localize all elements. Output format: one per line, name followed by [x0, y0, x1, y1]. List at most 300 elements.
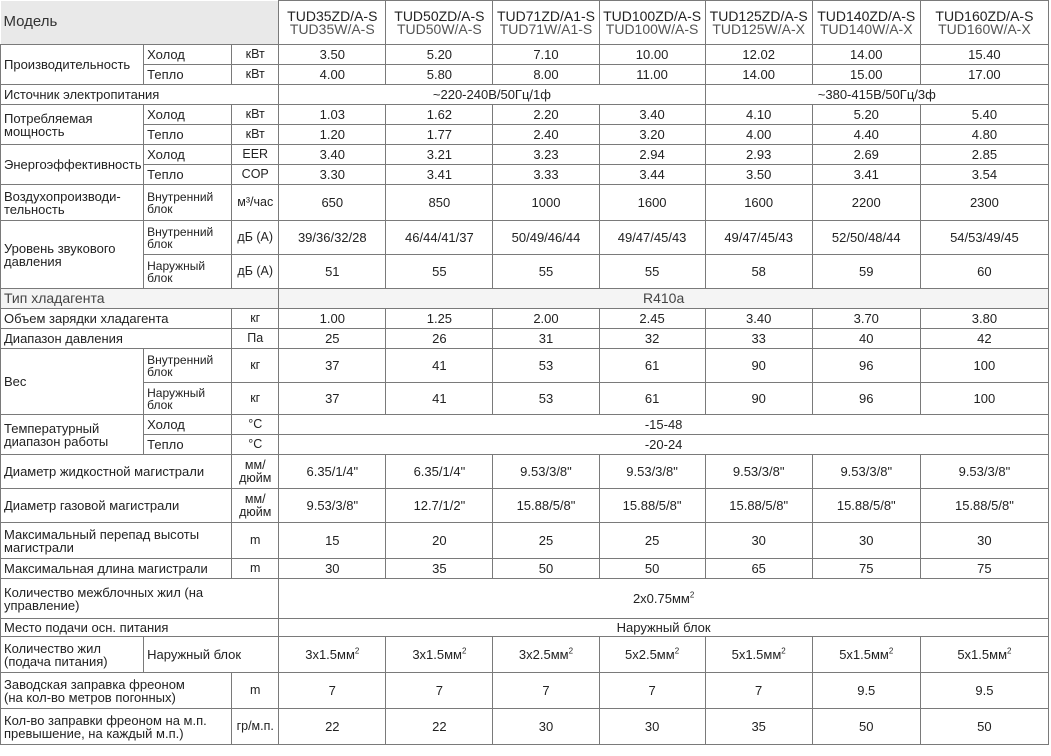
- value-cell: 37: [279, 349, 386, 383]
- value-cell: 7.10: [493, 45, 599, 65]
- unit-label: °С: [232, 415, 279, 435]
- capacity-label: Производительность: [1, 45, 144, 85]
- model-outdoor: TUD160W/A-X: [938, 20, 1031, 37]
- value-cell: 59: [812, 255, 920, 289]
- wires-label: [1, 579, 279, 619]
- weight-out-row: [1, 383, 1049, 415]
- value-cell: 9.53/3/8": [279, 489, 386, 523]
- power-1ph: ~220-240В/50Гц/1ф: [279, 85, 705, 105]
- indoor-unit-label: [144, 221, 232, 255]
- value-cell: 15.40: [920, 45, 1048, 65]
- unit-label: m: [232, 559, 279, 579]
- value-cell: 3.30: [279, 165, 386, 185]
- value-cell: 35: [705, 709, 812, 745]
- value-text: 5x1.5мм: [957, 647, 1008, 662]
- model-indoor: TUD160ZD/A-S: [935, 7, 1034, 24]
- unit-inch: дюйм: [239, 470, 272, 485]
- value-cell: 2.45: [599, 309, 705, 329]
- value-cell: 6.35/1/4": [386, 455, 493, 489]
- factory-label-2: (на кол-во метров погонных): [4, 689, 176, 705]
- value-cell: 55: [493, 255, 599, 289]
- value-cell: 30: [920, 523, 1048, 559]
- model-indoor: TUD100ZD/A-S: [603, 7, 702, 24]
- value-cell: 7: [386, 673, 493, 709]
- liquid-row: [1, 455, 1049, 489]
- value-cell: 3.33: [493, 165, 599, 185]
- charge-row: [1, 309, 1049, 329]
- value-cell: 3.80: [920, 309, 1048, 329]
- value-cell: 50: [599, 559, 705, 579]
- noise-out-row: [1, 255, 1049, 289]
- value-cell: 26: [386, 329, 493, 349]
- value-cell: [812, 637, 920, 673]
- value-cell: 3.41: [812, 165, 920, 185]
- value-cell: 49/47/45/43: [705, 221, 812, 255]
- value-cell: 25: [599, 523, 705, 559]
- value-cell: 5.40: [920, 105, 1048, 125]
- value-cell: 30: [812, 523, 920, 559]
- outdoor-unit-label: [144, 383, 232, 415]
- unit-label: кВт: [232, 105, 279, 125]
- value-text: 5x1.5мм: [839, 647, 889, 662]
- temp-label-1: Температурный: [4, 420, 100, 436]
- value-cell: 50: [920, 709, 1048, 745]
- value-cell: 3.44: [599, 165, 705, 185]
- value-cell: 46/44/41/37: [386, 221, 493, 255]
- liquid-pipe-label: Диаметр жидкостной магистрали: [1, 455, 232, 489]
- model-col-3: [493, 1, 599, 45]
- extra-label-1: Кол-во заправки фреоном на м.п.: [4, 712, 207, 728]
- value-cell: 1.77: [386, 125, 493, 145]
- value-cell: 3.54: [920, 165, 1048, 185]
- indoor-unit-label: [144, 185, 232, 221]
- model-indoor: TUD50ZD/A-S: [394, 7, 485, 24]
- gas-row: [1, 489, 1049, 523]
- unit-mm: мм/: [244, 457, 266, 472]
- value-cell: 75: [812, 559, 920, 579]
- model-outdoor: TUD35W/A-S: [289, 20, 375, 37]
- unit-label: дБ (А): [232, 221, 279, 255]
- power-wires-row: [1, 637, 1049, 673]
- superscript: 2: [568, 646, 574, 656]
- value-cell: 31: [493, 329, 599, 349]
- length-row: [1, 559, 1049, 579]
- value-cell: 39/36/32/28: [279, 221, 386, 255]
- value-cell: 3.50: [279, 45, 386, 65]
- value-cell: 3.40: [705, 309, 812, 329]
- supply-place-label: Место подачи осн. питания: [1, 619, 279, 637]
- superscript: 2: [1007, 646, 1012, 656]
- extra-label-2: превышение, на каждый м.п.): [4, 725, 184, 741]
- value-cell: 6.35/1/4": [279, 455, 386, 489]
- unit-label: кг: [232, 349, 279, 383]
- wires-row: [1, 579, 1049, 619]
- value-cell: 1.00: [279, 309, 386, 329]
- power-wires-label-1: Количество жил: [4, 640, 101, 656]
- value-cell: 14.00: [705, 65, 812, 85]
- value-cell: 3.41: [386, 165, 493, 185]
- value-cell: 52/50/48/44: [812, 221, 920, 255]
- value-cell: 30: [599, 709, 705, 745]
- refrigerant-type-value: R410a: [279, 289, 1049, 309]
- value-cell: 22: [279, 709, 386, 745]
- superscript: 2: [354, 646, 360, 656]
- unit-label: Па: [232, 329, 279, 349]
- value-cell: [386, 637, 493, 673]
- unit-label: кг: [232, 309, 279, 329]
- value-cell: 2.93: [705, 145, 812, 165]
- mode-label: Тепло: [144, 65, 232, 85]
- unit-label: [232, 455, 279, 489]
- model-outdoor: TUD125W/A-X: [712, 20, 805, 37]
- value-cell: 42: [920, 329, 1048, 349]
- refrigerant-row: [1, 289, 1049, 309]
- indoor-unit-label-1: Внутренний: [147, 224, 214, 239]
- outdoor-unit-label-2: блок: [147, 397, 173, 412]
- value-cell: 4.80: [920, 125, 1048, 145]
- model-label: Модель: [3, 12, 58, 30]
- value-cell: 5.20: [812, 105, 920, 125]
- model-outdoor: TUD50W/A-S: [396, 20, 482, 37]
- value-cell: 1000: [493, 185, 599, 221]
- value-cell: 96: [812, 383, 920, 415]
- value-cell: 54/53/49/45: [920, 221, 1048, 255]
- value-text: 3x1.5мм: [305, 647, 355, 662]
- value-cell: 2.40: [493, 125, 599, 145]
- superscript: 2: [462, 646, 467, 656]
- value-cell: [705, 637, 812, 673]
- airflow-label: [1, 185, 144, 221]
- value-cell: 50: [812, 709, 920, 745]
- mode-label: Холод: [144, 105, 232, 125]
- noise-label-2: давления: [4, 253, 62, 269]
- value-cell: 5.20: [386, 45, 493, 65]
- eer-row: [1, 145, 1049, 165]
- model-col-5: [705, 1, 812, 45]
- unit-label: [232, 489, 279, 523]
- value-cell: 4.10: [705, 105, 812, 125]
- power-source-label: Источник электропитания: [1, 85, 279, 105]
- value-cell: 3.21: [386, 145, 493, 165]
- value-text: 5x1.5мм: [731, 647, 782, 662]
- unit-label: EER: [232, 145, 279, 165]
- value-cell: 12.7/1/2": [386, 489, 493, 523]
- unit-inch: дюйм: [239, 504, 272, 519]
- outdoor-unit-label: Наружный блок: [144, 637, 279, 673]
- value-cell: 14.00: [812, 45, 920, 65]
- value-cell: 60: [920, 255, 1048, 289]
- value-cell: 1.03: [279, 105, 386, 125]
- value-cell: 4.00: [279, 65, 386, 85]
- value-cell: 4.40: [812, 125, 920, 145]
- consumption-label-1: Потребляемая: [4, 110, 93, 126]
- value-cell: 9.53/3/8": [599, 455, 705, 489]
- value-cell: 2.69: [812, 145, 920, 165]
- value-cell: 1.25: [386, 309, 493, 329]
- value-cell: 35: [386, 559, 493, 579]
- value-cell: 1.20: [279, 125, 386, 145]
- value-cell: 1600: [705, 185, 812, 221]
- value-cell: 100: [920, 383, 1048, 415]
- power-wires-label: [1, 637, 144, 673]
- value-cell: 55: [386, 255, 493, 289]
- superscript: 2: [689, 590, 695, 600]
- value-cell: 3.70: [812, 309, 920, 329]
- indoor-unit-label-2: блок: [147, 236, 173, 251]
- noise-in-row: [1, 221, 1049, 255]
- factory-row: [1, 673, 1049, 709]
- value-cell: 65: [705, 559, 812, 579]
- value-cell: 58: [705, 255, 812, 289]
- value-cell: 12.02: [705, 45, 812, 65]
- power-source-row: [1, 85, 1049, 105]
- value-cell: 15.88/5/8": [599, 489, 705, 523]
- value-cell: 850: [386, 185, 493, 221]
- unit-label: дБ (А): [232, 255, 279, 289]
- unit-label: кВт: [232, 65, 279, 85]
- model-outdoor: TUD140W/A-X: [819, 20, 913, 37]
- unit-label: кВт: [232, 45, 279, 65]
- value-cell: 10.00: [599, 45, 705, 65]
- model-col-1: [279, 1, 386, 45]
- unit-label: м³/час: [232, 185, 279, 221]
- wires-label-1: Количество межблочных жил (на: [4, 584, 204, 600]
- value-cell: 30: [279, 559, 386, 579]
- value-cell: 15.88/5/8": [812, 489, 920, 523]
- value-cell: 41: [386, 349, 493, 383]
- noise-label: [1, 221, 144, 289]
- value-cell: 15: [279, 523, 386, 559]
- value-cell: 25: [493, 523, 599, 559]
- value-cell: [279, 637, 386, 673]
- value-cell: 75: [920, 559, 1048, 579]
- model-indoor: TUD71ZD/A1-S: [496, 7, 595, 24]
- temp-cold-row: [1, 415, 1049, 435]
- model-outdoor: TUD100W/A-S: [605, 20, 699, 37]
- superscript: 2: [781, 646, 786, 656]
- cons-heat-row: [1, 125, 1049, 145]
- factory-label-1: Заводская заправка фреоном: [4, 676, 185, 692]
- value-cell: 2200: [812, 185, 920, 221]
- temp-label-2: диапазон работы: [4, 433, 109, 449]
- value-cell: 9.53/3/8": [920, 455, 1048, 489]
- value-cell: 5.80: [386, 65, 493, 85]
- value-cell: 96: [812, 349, 920, 383]
- consumption-label-2: мощность: [4, 123, 65, 139]
- value-cell: 17.00: [920, 65, 1048, 85]
- charge-label: Объем зарядки хладагента: [1, 309, 232, 329]
- airflow-row: [1, 185, 1049, 221]
- value-cell: 2.85: [920, 145, 1048, 165]
- value-cell: 9.53/3/8": [705, 455, 812, 489]
- value-cell: 650: [279, 185, 386, 221]
- value-cell: 2.00: [493, 309, 599, 329]
- outdoor-unit-label-1: Наружный: [147, 258, 206, 273]
- value-cell: 55: [599, 255, 705, 289]
- value-cell: 40: [812, 329, 920, 349]
- model-col-2: [386, 1, 493, 45]
- wires-label-2: управление): [4, 597, 80, 613]
- wires-value: [279, 579, 1049, 619]
- pressure-label: Диапазон давления: [1, 329, 232, 349]
- pressure-row: [1, 329, 1049, 349]
- mode-label: Тепло: [144, 165, 232, 185]
- value-cell: 3.20: [599, 125, 705, 145]
- length-label: Максимальная длина магистрали: [1, 559, 232, 579]
- noise-label-1: Уровень звукового: [4, 240, 116, 256]
- value-cell: 3.40: [279, 145, 386, 165]
- value-cell: 61: [599, 383, 705, 415]
- value-text: 5x2.5мм: [625, 647, 675, 662]
- factory-label: [1, 673, 232, 709]
- mode-label: Холод: [144, 45, 232, 65]
- value-cell: 90: [705, 383, 812, 415]
- temp-heat-row: [1, 435, 1049, 455]
- value-cell: [493, 637, 599, 673]
- value-cell: 15.88/5/8": [493, 489, 599, 523]
- model-outdoor: TUD71W/A1-S: [499, 20, 593, 37]
- value-cell: 25: [279, 329, 386, 349]
- value-cell: 11.00: [599, 65, 705, 85]
- airflow-label-2: тельность: [4, 201, 65, 217]
- cons-cold-row: [1, 105, 1049, 125]
- cap-cold-row: [1, 45, 1049, 65]
- wires-value-text: 2x0.75мм: [632, 591, 690, 606]
- value-cell: 30: [493, 709, 599, 745]
- value-cell: 2.20: [493, 105, 599, 125]
- value-cell: 33: [705, 329, 812, 349]
- unit-label: гр/м.п.: [232, 709, 279, 745]
- mode-label: Тепло: [144, 125, 232, 145]
- mode-label: Холод: [144, 145, 232, 165]
- model-col-6: [812, 1, 920, 45]
- value-cell: 22: [386, 709, 493, 745]
- airflow-label-1: Воздухопроизводи-: [4, 188, 121, 204]
- value-cell: 49/47/45/43: [599, 221, 705, 255]
- height-label-2: магистрали: [4, 539, 74, 555]
- mode-label: Тепло: [144, 435, 232, 455]
- gas-pipe-label: Диаметр газовой магистрали: [1, 489, 232, 523]
- extra-label: [1, 709, 232, 745]
- cap-heat-row: [1, 65, 1049, 85]
- model-indoor: TUD125ZD/A-S: [709, 7, 808, 24]
- value-cell: 90: [705, 349, 812, 383]
- value-cell: [599, 637, 705, 673]
- value-cell: 1.62: [386, 105, 493, 125]
- value-cell: 2.94: [599, 145, 705, 165]
- value-cell: 41: [386, 383, 493, 415]
- value-cell: 32: [599, 329, 705, 349]
- value-cell: 7: [279, 673, 386, 709]
- model-label-cell: [1, 1, 279, 45]
- power-3ph: ~380-415В/50Гц/3ф: [705, 85, 1048, 105]
- temp-cold-value: -15-48: [279, 415, 1049, 435]
- value-cell: 3.50: [705, 165, 812, 185]
- value-cell: [920, 637, 1048, 673]
- model-col-7: [920, 1, 1048, 45]
- value-cell: 7: [599, 673, 705, 709]
- refrigerant-type-label: Тип хладагента: [1, 289, 279, 309]
- value-text: 3x1.5мм: [412, 647, 462, 662]
- height-label: [1, 523, 232, 559]
- indoor-unit-label-2: блок: [147, 201, 173, 216]
- value-cell: 9.53/3/8": [493, 455, 599, 489]
- value-text: 3x2.5мм: [518, 647, 569, 662]
- value-cell: 53: [493, 349, 599, 383]
- value-cell: 1600: [599, 185, 705, 221]
- unit-label: m: [232, 523, 279, 559]
- supply-place-row: [1, 619, 1049, 637]
- outdoor-unit-label-1: Наружный: [147, 385, 206, 400]
- mode-label: Холод: [144, 415, 232, 435]
- indoor-unit-label-2: блок: [147, 364, 173, 379]
- value-cell: 53: [493, 383, 599, 415]
- value-cell: 51: [279, 255, 386, 289]
- model-header-row: [1, 1, 1049, 45]
- indoor-unit-label: [144, 349, 232, 383]
- value-cell: 4.00: [705, 125, 812, 145]
- value-cell: 7: [705, 673, 812, 709]
- power-wires-label-2: (подача питания): [4, 653, 108, 669]
- indoor-unit-label-1: Внутренний: [147, 352, 214, 367]
- model-indoor: TUD35ZD/A-S: [287, 7, 378, 24]
- indoor-unit-label-1: Внутренний: [147, 189, 214, 204]
- value-cell: 50/49/46/44: [493, 221, 599, 255]
- temp-label: [1, 415, 144, 455]
- weight-label: Вес: [1, 349, 144, 415]
- value-cell: 3.40: [599, 105, 705, 125]
- weight-in-row: [1, 349, 1049, 383]
- value-cell: 8.00: [493, 65, 599, 85]
- value-cell: 20: [386, 523, 493, 559]
- height-label-1: Максимальный перепад высоты: [4, 526, 200, 542]
- value-cell: 50: [493, 559, 599, 579]
- outdoor-unit-label-2: блок: [147, 270, 173, 285]
- value-cell: 15.00: [812, 65, 920, 85]
- extra-row: [1, 709, 1049, 745]
- value-cell: 37: [279, 383, 386, 415]
- unit-label: кВт: [232, 125, 279, 145]
- value-cell: 9.53/3/8": [812, 455, 920, 489]
- value-cell: 9.5: [812, 673, 920, 709]
- unit-label: °С: [232, 435, 279, 455]
- cop-row: [1, 165, 1049, 185]
- efficiency-label: Энергоэффективность: [1, 145, 144, 185]
- value-cell: 9.5: [920, 673, 1048, 709]
- value-cell: 3.23: [493, 145, 599, 165]
- value-cell: 15.88/5/8": [705, 489, 812, 523]
- unit-label: m: [232, 673, 279, 709]
- value-cell: 100: [920, 349, 1048, 383]
- supply-place-value: Наружный блок: [279, 619, 1049, 637]
- model-indoor: TUD140ZD/A-S: [817, 7, 916, 24]
- unit-label: кг: [232, 383, 279, 415]
- height-row: [1, 523, 1049, 559]
- superscript: 2: [888, 646, 894, 656]
- value-cell: 7: [493, 673, 599, 709]
- model-col-4: [599, 1, 705, 45]
- consumption-label: [1, 105, 144, 145]
- value-cell: 30: [705, 523, 812, 559]
- outdoor-unit-label: [144, 255, 232, 289]
- value-cell: 61: [599, 349, 705, 383]
- temp-heat-value: -20-24: [279, 435, 1049, 455]
- superscript: 2: [674, 646, 680, 656]
- value-cell: 2300: [920, 185, 1048, 221]
- value-cell: 15.88/5/8": [920, 489, 1048, 523]
- unit-label: COP: [232, 165, 279, 185]
- unit-mm: мм/: [244, 491, 266, 506]
